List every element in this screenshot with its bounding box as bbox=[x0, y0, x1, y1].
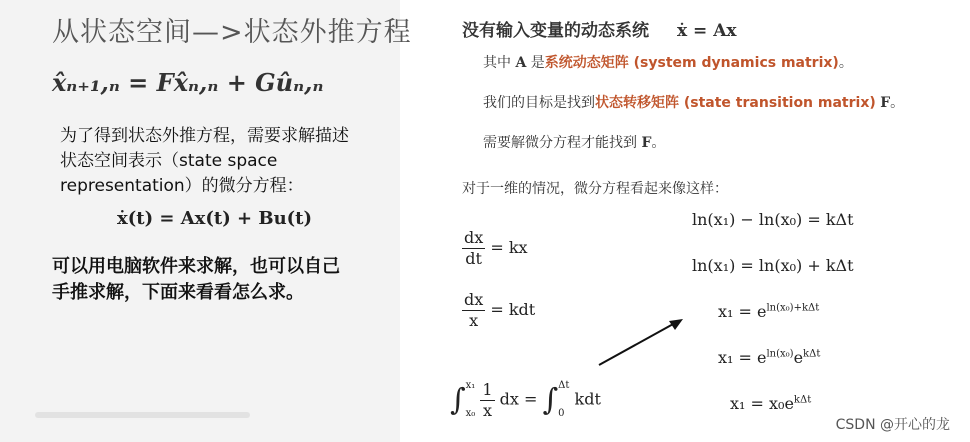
exponent: kΔt bbox=[793, 394, 812, 406]
upper-limit: x₁ bbox=[465, 380, 476, 391]
denominator: dt bbox=[465, 249, 482, 268]
para-line: 状态空间表示（state space bbox=[60, 151, 278, 171]
limits bbox=[466, 372, 476, 428]
left-title: 从状态空间—>状态外推方程 bbox=[52, 17, 412, 48]
text: 我们的目标是找到 bbox=[483, 95, 595, 111]
base: x₁ = e bbox=[718, 302, 767, 321]
line-goal bbox=[483, 92, 904, 112]
line-one-dim: 对于一维的情况，微分方程看起来像这样： bbox=[462, 181, 728, 197]
state-extrapolation-equation: x̂ₙ₊₁,ₙ = Fx̂ₙ,ₙ + Gûₙ,ₙ bbox=[52, 68, 324, 97]
text: 是 bbox=[526, 55, 545, 71]
left-bold-text bbox=[52, 254, 340, 306]
lower-limit: x₀ bbox=[465, 408, 476, 419]
result-line-2: ln(x₁) = ln(x₀) + kΔt bbox=[692, 256, 854, 275]
panel-shadow bbox=[35, 412, 250, 418]
rhs: = kx bbox=[490, 238, 528, 257]
integral-sign: ∫ bbox=[542, 382, 559, 418]
right-heading-text: 没有输入变量的动态系统 bbox=[462, 21, 649, 41]
line-system-matrix bbox=[483, 52, 853, 72]
equation-dx-dt bbox=[462, 228, 528, 269]
numerator: dx bbox=[464, 290, 484, 309]
text: 。 bbox=[651, 135, 666, 151]
result-line-3 bbox=[718, 302, 819, 321]
arrow-icon bbox=[595, 315, 690, 370]
numerator: dx bbox=[464, 228, 484, 247]
fraction bbox=[462, 290, 485, 331]
text: 需要解微分方程才能找到 bbox=[483, 135, 642, 151]
left-paragraph bbox=[60, 124, 420, 199]
highlight-system-dynamics-matrix: 系统动态矩阵 (system dynamics matrix) bbox=[544, 55, 839, 71]
result-line-5 bbox=[730, 394, 811, 413]
base: e bbox=[793, 348, 804, 367]
limits bbox=[558, 372, 569, 428]
integral-sign: ∫ bbox=[450, 382, 466, 418]
base: x₁ = e bbox=[718, 348, 767, 367]
denominator: x bbox=[482, 400, 492, 420]
symbol-f: F bbox=[641, 135, 652, 151]
fraction bbox=[462, 228, 485, 269]
middle: dx = bbox=[499, 389, 538, 409]
result-line-4 bbox=[718, 348, 820, 367]
bold-line: 手推求解，下面来看看怎么求。 bbox=[52, 282, 304, 303]
upper-limit: Δt bbox=[558, 380, 570, 391]
text: 其中 bbox=[483, 55, 516, 71]
lower-limit: 0 bbox=[558, 408, 565, 419]
highlight-state-transition-matrix: 状态转移矩阵 (state transition matrix) bbox=[595, 95, 876, 111]
numerator: 1 bbox=[482, 379, 493, 399]
equation-dx-x bbox=[462, 290, 535, 331]
bold-line: 可以用电脑软件来求解，也可以自己 bbox=[52, 256, 340, 277]
symbol-f: F bbox=[880, 95, 891, 111]
line-solve bbox=[483, 132, 665, 152]
rhs: kdt bbox=[574, 389, 601, 409]
symbol-a: A bbox=[515, 55, 527, 71]
right-heading-equation: ẋ = Ax bbox=[677, 21, 737, 41]
watermark: CSDN @开心的龙 bbox=[835, 417, 950, 433]
rhs: = kdt bbox=[490, 300, 536, 319]
denominator: x bbox=[469, 311, 479, 330]
text: 。 bbox=[890, 95, 905, 111]
text: 。 bbox=[838, 55, 853, 71]
base: x₁ = x₀e bbox=[730, 394, 794, 413]
fraction bbox=[480, 380, 494, 421]
exponent: ln(x₀) bbox=[766, 348, 794, 360]
state-space-equation: ẋ(t) = Ax(t) + Bu(t) bbox=[117, 208, 313, 229]
exponent: kΔt bbox=[803, 348, 821, 360]
exponent: ln(x₀)+kΔt bbox=[766, 302, 820, 314]
para-line: representation）的微分方程： bbox=[60, 176, 304, 196]
equation-integral bbox=[450, 372, 601, 428]
result-line-1: ln(x₁) − ln(x₀) = kΔt bbox=[692, 210, 854, 229]
right-heading bbox=[462, 16, 737, 41]
para-line: 为了得到状态外推方程，需要求解描述 bbox=[60, 126, 349, 146]
